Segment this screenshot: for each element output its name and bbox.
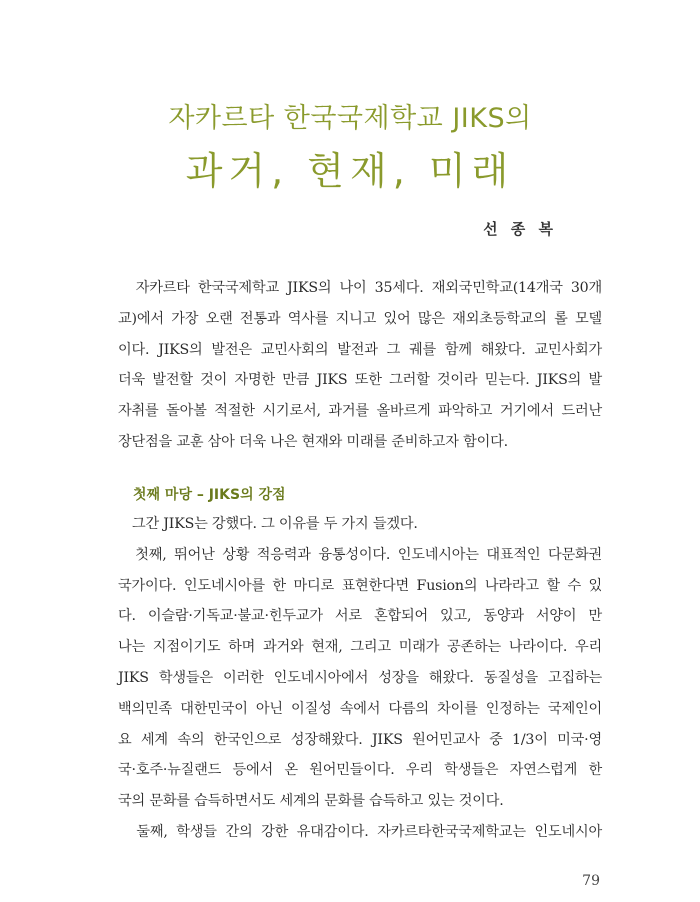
text-line: 이다. JIKS의 발전은 교민사회의 발전과 그 궤를 함께 해왔다. 교민사회가 [118, 341, 602, 358]
text-line: 교)에서 가장 오랜 전통과 역사를 지니고 있어 많은 재외초등학교의 롤 모델 [118, 310, 602, 327]
section-body [118, 509, 602, 848]
text-line: JIKS 학생들은 이러한 인도네시아에서 성장을 해왔다. 동질성을 고집하는 [118, 669, 602, 686]
text-line: 백의민족 대한민국이 아닌 이질성 속에서 다름의 차이를 인정하는 국제인이 [118, 700, 602, 717]
text-line: 자취를 돌아볼 적절한 시기로서, 과거를 올바르게 파악하고 거기에서 드러난 [118, 403, 602, 420]
text-line: 나는 지점이기도 하며 과거와 현재, 그리고 미래가 공존하는 나라이다. 우리 [118, 639, 602, 656]
author-name: 선 종 복 [483, 220, 557, 238]
text-line: 요 세계 속의 한국인으로 성장해왔다. JIKS 원어민교사 중 1/3이 미국·영 [118, 731, 602, 748]
text-line: 다. 이슬람·기독교·불교·힌두교가 서로 혼합되어 있고, 동양과 서양이 만 [118, 608, 602, 625]
text-line: 국의 문화를 습득하면서도 세계의 문화를 습득하고 있는 것이다. [118, 793, 504, 810]
text-line: 국가이다. 인도네시아를 한 마디로 표현한다면 Fusion의 나라라고 할 수 있 [118, 577, 602, 594]
text-line: 국·호주·뉴질랜드 등에서 온 원어민들이다. 우리 학생들은 자연스럽게 한 [118, 762, 602, 779]
text-line: 그간 JIKS는 강했다. 그 이유를 두 가지 들겠다. [118, 516, 418, 532]
intro-paragraph [118, 273, 602, 458]
title-line-1: 자카르타 한국국제학교 JIKS의 [168, 103, 532, 134]
text-line: 둘째, 학생들 간의 강한 유대감이다. 자카르타한국국제학교는 인도네시아 [118, 823, 602, 840]
text-line: 더욱 발전할 것이 자명한 만큼 JIKS 또한 그러할 것이라 믿는다. JIKS의 발 [118, 372, 602, 389]
page-number: 79 [582, 873, 600, 889]
title-line-2: 과거, 현재, 미래 [185, 149, 515, 193]
text-line: 첫째, 뛰어난 상황 적응력과 융통성이다. 인도네시아는 대표적인 다문화권 [118, 546, 602, 563]
text-line: 장단점을 교훈 삼아 더욱 나은 현재와 미래를 준비하고자 함이다. [118, 433, 508, 450]
section-heading: 첫째 마당 – JIKS의 강점 [133, 487, 286, 503]
text-line: 자카르타 한국국제학교 JIKS의 나이 35세다. 재외국민학교(14개국 30개 [118, 280, 602, 296]
